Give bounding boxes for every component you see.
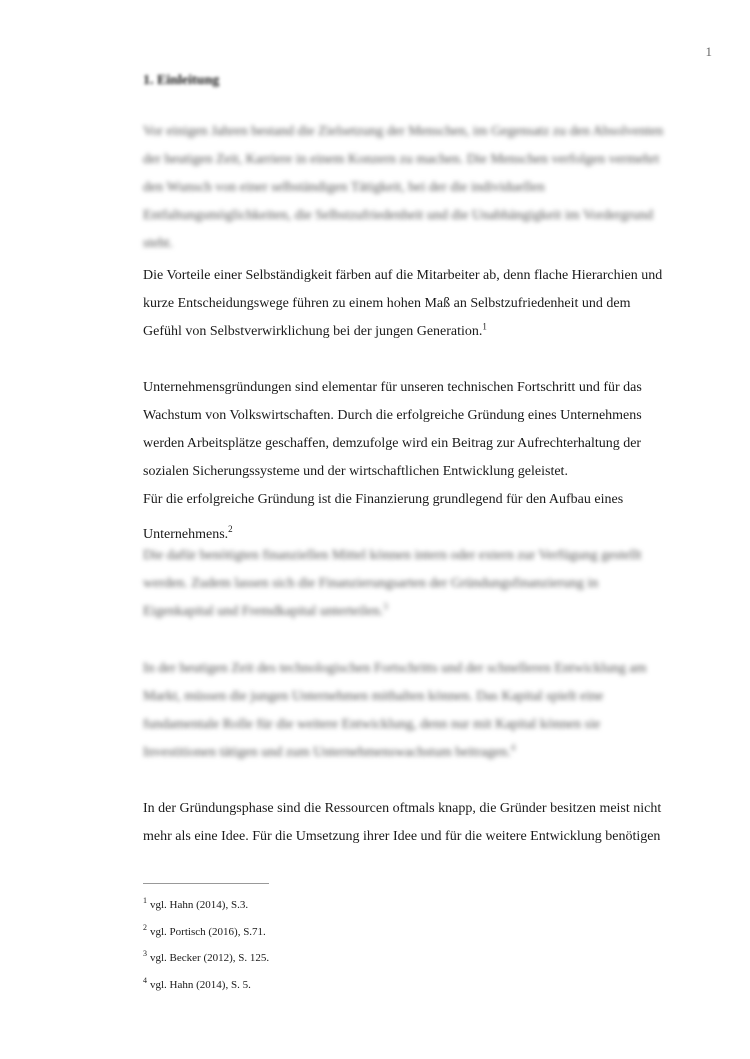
text-line: fundamentale Rolle für die weitere Entwicklung, denn nur mit Kapital können sie (143, 717, 601, 732)
text-span: Unternehmens. (143, 527, 229, 542)
paragraph-blurred-1 (143, 118, 713, 258)
footnote-reference: 1 (482, 321, 487, 332)
text-line: kurze Entscheidungswege führen zu einem hohen Maß an Selbstzufriedenheit und dem (143, 296, 631, 311)
section-heading: 1. Einleitung (143, 73, 220, 88)
footnote-number: 1 (143, 896, 147, 906)
text-span: Eigenkapital und Fremdkapital unterteilen. (143, 604, 384, 619)
footnotes (143, 892, 269, 998)
paragraph-resources (143, 795, 713, 851)
footnote-text: vgl. Becker (2012), S. 125. (150, 952, 270, 964)
text-line (143, 318, 713, 346)
text-line: Wachstum von Volkswirtschaften. Durch die erfolgreiche Gründung eines Unternehmens (143, 408, 642, 423)
text-line: Die dafür benötigten finanziellen Mittel können intern oder extern zur Verfügung gestellt (143, 548, 642, 563)
footnote-item (143, 892, 269, 919)
text-line: werden. Zudem lassen sich die Finanzierungsarten der Gründungsfinanzierung in (143, 576, 599, 591)
footnote-reference: 3 (383, 601, 388, 612)
text-span: Gefühl von Selbstverwirklichung bei der jungen Generation. (143, 324, 483, 339)
footnote-item (143, 972, 269, 999)
text-line: In der Gründungsphase sind die Ressourcen oftmals knapp, die Gründer besitzen meist nicht (143, 801, 662, 816)
text-line: der heutigen Zeit, Karriere in einem Konzern zu machen. Die Menschen verfolgen vermehrt (143, 152, 660, 167)
text-line: werden Arbeitsplätze geschaffen, demzufolge wird ein Beitrag zur Aufrechterhaltung der (143, 436, 642, 451)
footnote-item (143, 945, 269, 972)
footnote-text: vgl. Hahn (2014), S.3. (150, 899, 249, 911)
footnote-number: 4 (143, 975, 147, 985)
text-line: Vor einigen Jahren bestand die Zielsetzung der Menschen, im Gegensatz zu den Absolventen (143, 124, 664, 139)
text-line: Unternehmensgründungen sind elementar für unseren technischen Fortschritt und für das (143, 380, 642, 395)
text-line: Die Vorteile einer Selbständigkeit färben auf die Mitarbeiter ab, denn flache Hierarchien und (143, 268, 663, 283)
text-line: den Wunsch von einer selbständigen Tätigkeit, bei der die individuellen (143, 180, 545, 195)
footnote-item (143, 919, 269, 946)
text-line: steht. (143, 236, 173, 251)
text-line: sozialen Sicherungssysteme und der wirtschaftlichen Entwicklung geleistet. (143, 464, 568, 479)
page-number: 1 (705, 44, 712, 59)
text-line: In der heutigen Zeit des technologischen Fortschritts und der schnelleren Entwicklung am (143, 661, 647, 676)
text-line: Für die erfolgreiche Gründung ist die Finanzierung grundlegend für den Aufbau eines (143, 492, 624, 507)
text-line: Entfaltungsmöglichkeiten, die Selbstzufriedenheit und die Unabhängigkeit im Vordergrund (143, 208, 654, 223)
text-line (143, 598, 713, 626)
footnote-number: 2 (143, 922, 147, 932)
text-line (143, 739, 713, 767)
text-line-clipped (143, 514, 713, 542)
footnote-separator (143, 883, 269, 884)
paragraph-blurred-2 (143, 542, 713, 626)
text-line: mehr als eine Idee. Für die Umsetzung ihrer Idee und für die weitere Entwicklung benötigen (143, 829, 661, 844)
paragraph-blurred-3 (143, 655, 713, 767)
footnote-reference: 2 (228, 524, 233, 535)
text-span: Investitionen tätigen und zum Unternehmenswachstum beitragen. (143, 745, 511, 760)
footnote-number: 3 (143, 949, 147, 959)
paragraph-advantages (143, 262, 713, 346)
footnote-text: vgl. Hahn (2014), S. 5. (150, 978, 251, 991)
footnote-text: vgl. Portisch (2016), S.71. (150, 925, 266, 938)
text-line: Markt, müssen die jungen Unternehmen mithalten können. Das Kapital spielt eine (143, 689, 604, 704)
footnote-reference: 4 (510, 742, 516, 753)
paragraph-founding (143, 374, 713, 542)
